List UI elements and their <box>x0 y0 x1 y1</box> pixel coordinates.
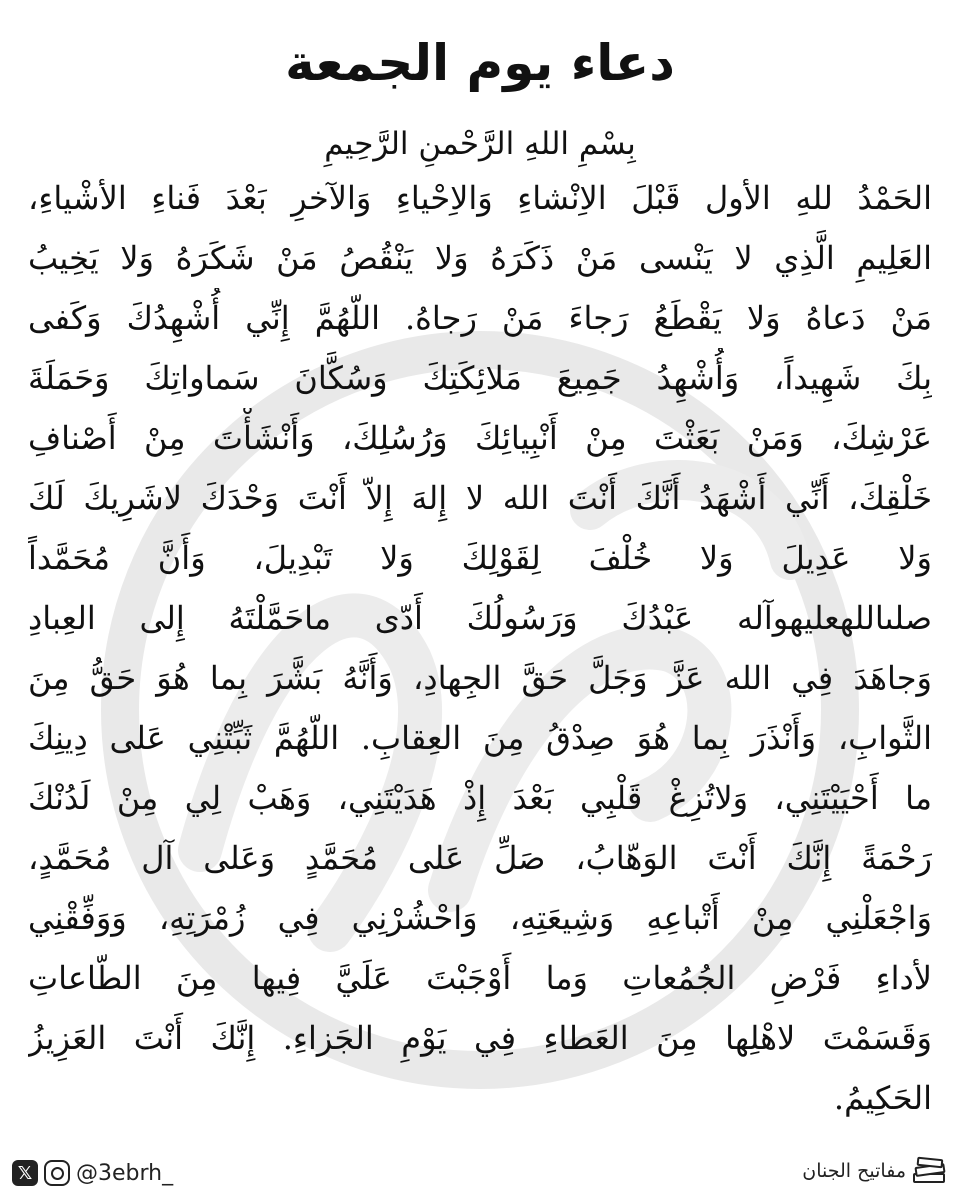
instagram-icon[interactable] <box>44 1160 70 1186</box>
text-line: العَلِيمِ الَّذِي لا يَنْسى مَنْ ذَكَرَهُ وَلا يَنْقُصُ مَنْ شَكَرَهُ وَلا يَخِيبُ <box>28 239 932 277</box>
text-line: وَلا عَدِيلَ وَلا خُلْفَ لِقَوْلِكَ وَلا تَبْدِيلَ، وَأَنَّ مُحَمَّداً <box>28 539 932 577</box>
x-icon[interactable]: 𝕏 <box>12 1160 38 1186</box>
brand-name: مفاتيح الجنان <box>802 1160 906 1182</box>
text-line: وَجاهَدَ فِي الله عَزَّ وَجَلَّ حَقَّ الجِهادِ، وَأَنَّهُ بَشَّرَ بِما هُوَ حَقُّ مِنَ <box>28 659 932 697</box>
text-line: مَنْ دَعاهُ وَلا يَقْطَعُ رَجاءَ مَنْ رَجاهُ. اللّهُمَّ إِنِّي أُشْهِدُكَ وَكَفى <box>28 299 932 337</box>
text-line: عَرْشِكَ، وَمَنْ بَعَثْتَ مِنْ أَنْبِيائِكَ وَرُسُلِكَ، وَأَنْشَأْتَ مِنْ أَصْنافِ <box>28 419 932 457</box>
text-line: الحَمْدُ للهِ الأول قَبْلَ الاِنْشاءِ وَالاِحْياءِ وَالآخرِ بَعْدَ فَناءِ الأشْياءِ، <box>28 179 932 217</box>
text-line: الثَّوابِ، وَأَنْذَرَ بِما هُوَ صِدْقُ مِنَ العِقابِ. اللّهُمَّ ثَبِّتْنِي عَلى دِينِكَ <box>28 719 932 757</box>
social-links <box>12 1160 173 1186</box>
text-line: صلىاللهعليهوآله عَبْدُكَ وَرَسُولُكَ أَدّى ماحَمَّلْتَهُ إِلى العِبادِ <box>28 599 932 637</box>
text-line: خَلْقِكَ، أَنِّي أَشْهَدُ أَنَّكَ أَنْتَ الله لا إِلهَ إِلاّ أَنْتَ وَحْدَكَ لاشَرِيكَ لَكَ <box>28 479 932 517</box>
text-line: بِكَ شَهِيداً، وَأُشْهِدُ جَمِيعَ مَلائِكَتِكَ وَسُكَّانَ سَماواتِكَ وَحَمَلَةَ <box>28 359 932 397</box>
footer <box>0 1140 960 1200</box>
text-line: رَحْمَةً إِنَّكَ أَنْتَ الوَهّابُ، صَلِّ عَلى مُحَمَّدٍ وَعَلى آل مُحَمَّدٍ، <box>28 839 932 877</box>
text-line: وَقَسَمْتَ لاهْلِها مِنَ العَطاءِ فِي يَوْمِ الجَزاءِ. إِنَّكَ أَنْتَ العَزِيزُ <box>28 1019 932 1057</box>
basmala: بِسْمِ اللهِ الرَّحْمنِ الرَّحِيمِ <box>324 126 636 162</box>
text-line: ما أَحْيَيْتَنِي، وَلاتُزِغْ قَلْبِي بَعْدَ إِذْ هَدَيْتَنِي، وَهَبْ لِي مِنْ لَدُنْكَ <box>28 779 932 817</box>
text-line: لأداءِ فَرْضِ الجُمُعاتِ وَما أَوْجَبْتَ عَلَيَّ فِيها مِنَ الطّاعاتِ <box>28 959 932 997</box>
brand <box>802 1156 948 1186</box>
text-line: الحَكِيمُ. <box>833 1079 932 1117</box>
social-handle[interactable]: @3ebrh_ <box>76 1160 174 1186</box>
prayer-text <box>28 168 932 1128</box>
text-line: وَاجْعَلْنِي مِنْ أَتْباعِهِ وَشِيعَتِهِ، وَاحْشُرْنِي فِي زُمْرَتِهِ، وَوَفِّقْنِي <box>28 899 932 937</box>
book-stack-icon <box>912 1156 948 1186</box>
page-title: دعاء يوم الجمعة <box>285 34 675 92</box>
